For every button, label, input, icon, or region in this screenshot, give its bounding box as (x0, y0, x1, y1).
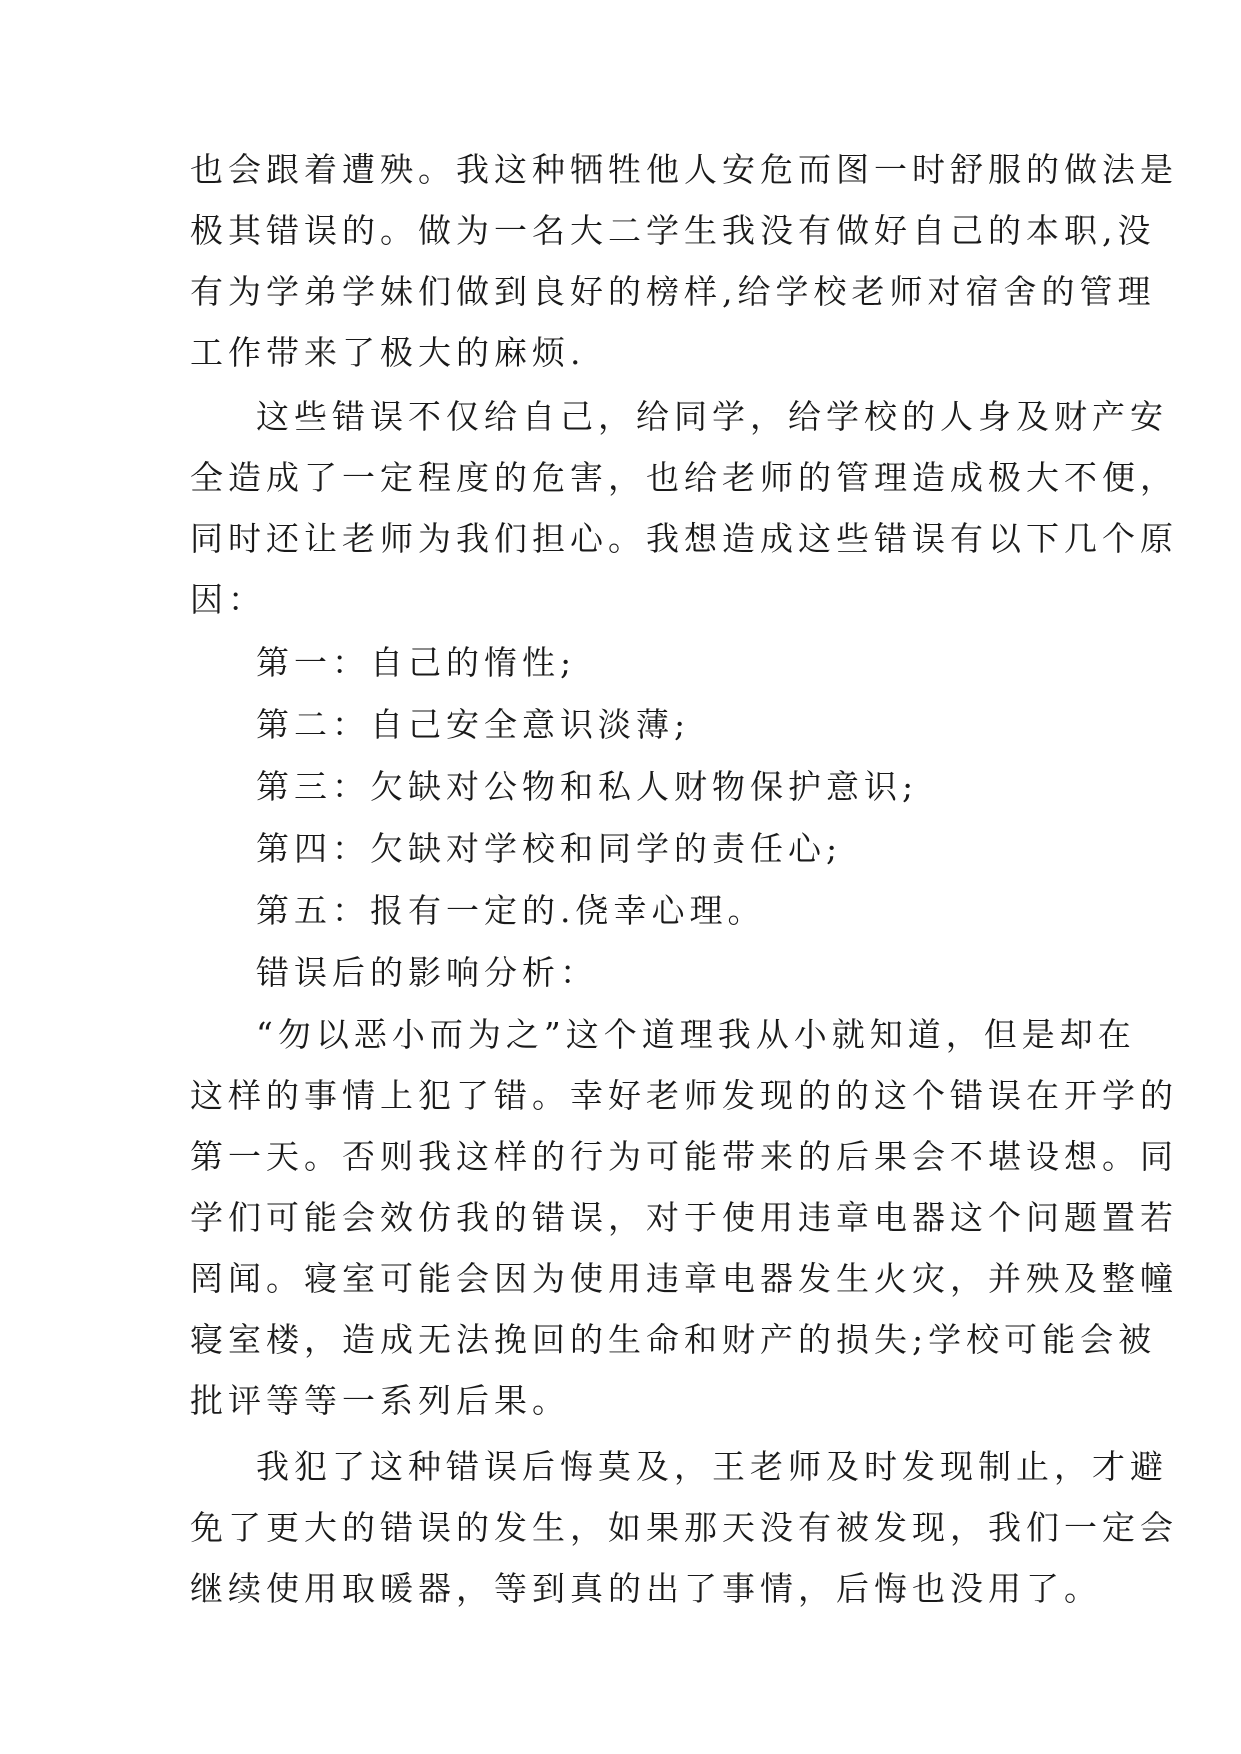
text-line: 有为学弟学妹们做到良好的榜样,给学校老师对宿舍的管理 (190, 272, 1156, 311)
text-line: 极其错误的。做为一名大二学生我没有做好自己的本职,没 (190, 211, 1156, 250)
list-item: 第二：自己安全意识淡薄; (256, 705, 691, 744)
text-line: 这样的事情上犯了错。幸好老师发现的的这个错误在开学的 (190, 1076, 1178, 1115)
text-line: 学们可能会效仿我的错误，对于使用违章电器这个问题置若 (190, 1198, 1178, 1237)
text-line: 免了更大的错误的发生，如果那天没有被发现，我们一定会 (190, 1508, 1178, 1547)
text-line: “勿以恶小而为之”这个道理我从小就知道，但是却在 (256, 1015, 1136, 1054)
text-line: 全造成了一定程度的危害，也给老师的管理造成极大不便， (190, 458, 1178, 497)
text-line: 我犯了这种错误后悔莫及，王老师及时发现制止，才避 (256, 1447, 1168, 1486)
section-heading: 错误后的影响分析： (256, 953, 598, 992)
text-line: 也会跟着遭殃。我这种牺牲他人安危而图一时舒服的做法是 (190, 150, 1178, 189)
text-line: 继续使用取暖器，等到真的出了事情，后悔也没用了。 (190, 1569, 1102, 1608)
text-line: 罔闻。寝室可能会因为使用违章电器发生火灾，并殃及整幢 (190, 1259, 1178, 1298)
list-item: 第四：欠缺对学校和同学的责任心; (256, 829, 843, 868)
text-line: 批评等等一系列后果。 (190, 1381, 570, 1420)
list-item: 第五：报有一定的.侥幸心理。 (256, 891, 766, 930)
text-line: 寝室楼，造成无法挽回的生命和财产的损失;学校可能会被 (190, 1320, 1157, 1359)
text-line: 这些错误不仅给自己，给同学，给学校的人身及财产安 (256, 397, 1168, 436)
text-line: 因： (190, 580, 266, 619)
list-item: 第三：欠缺对公物和私人财物保护意识; (256, 767, 919, 806)
text-line: 工作带来了极大的麻烦. (190, 333, 586, 372)
text-line: 同时还让老师为我们担心。我想造成这些错误有以下几个原 (190, 519, 1178, 558)
text-line: 第一天。否则我这样的行为可能带来的后果会不堪设想。同 (190, 1137, 1178, 1176)
list-item: 第一：自己的惰性; (256, 643, 577, 682)
